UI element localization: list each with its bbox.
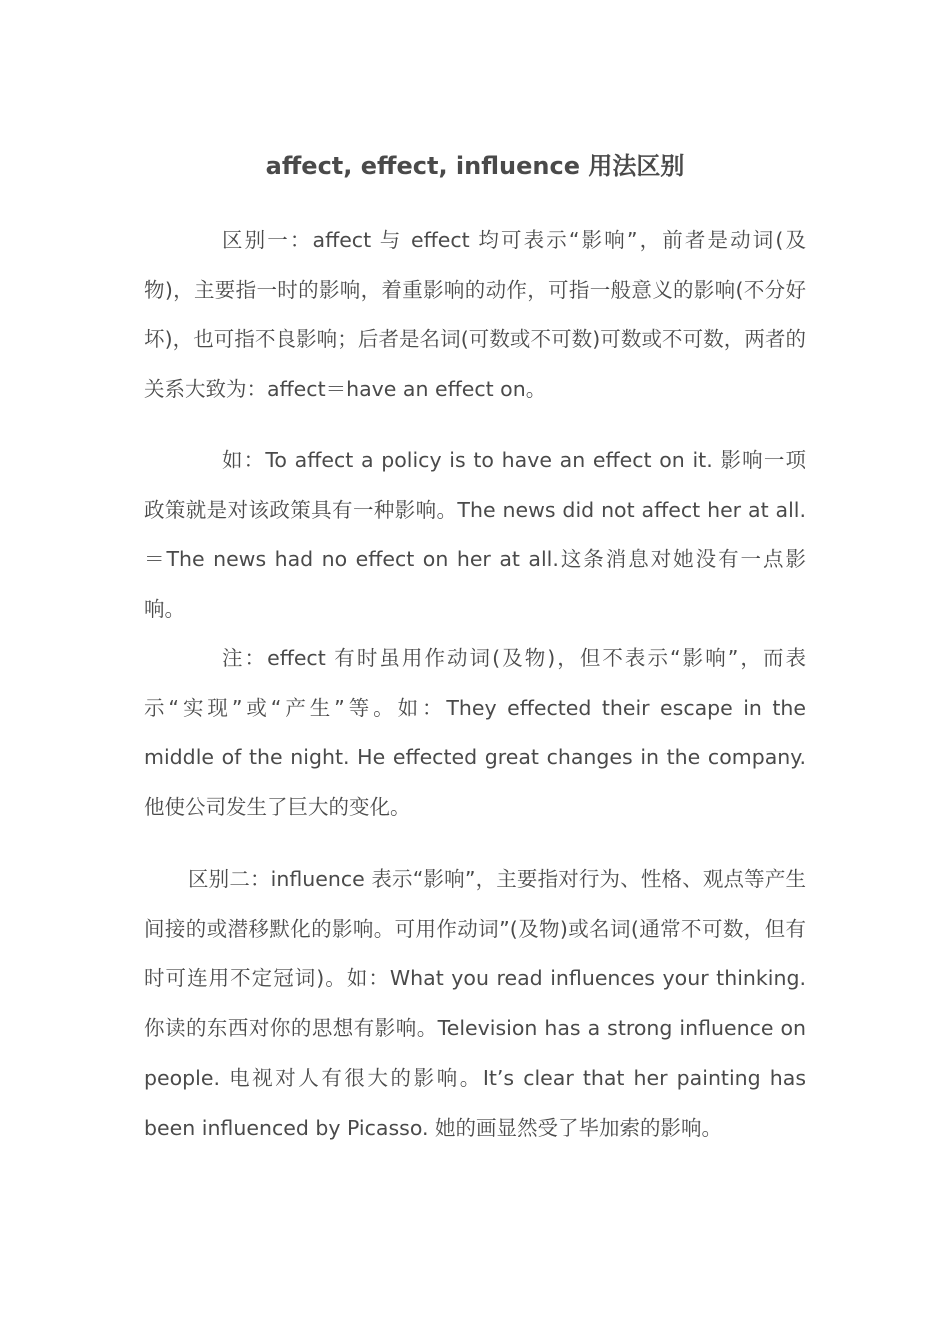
paragraph-difference-two: 区别二：influence 表示“影响”，主要指对行为、性格、观点等产生间接的或潜移默化的影响。可用作动词”(及物)或名词(通常不可数，但有时可连用不定冠词)。如：What you read influences your thinking. 你读的东西对你的思想有影响。Television has a strong influence on people. 电视对人有很大的影响。It’s clear that her painting has been influenced by Picasso. 她的画显然受了毕加索的影响。 (144, 867, 806, 1140)
paragraph-example-affect: 如：To affect a policy is to have an effect on it. 影响一项政策就是对该政策具有一种影响。The news did not affect her at all.＝The news had no effect on her at all.这条消息对她没有一点影响。 (144, 448, 806, 622)
paragraph-note-effect: 注：effect 有时虽用作动词(及物)，但不表示“影响”，而表示“实现”或“产生”等。如：They effected their escape in the middle of the night. He effected great changes in the company. 他使公司发生了巨大的变化。 (144, 646, 806, 820)
paragraph-difference-one: 区别一：affect 与 effect 均可表示“影响”，前者是动词(及物)，主要指一时的影响，着重影响的动作，可指一般意义的影响(不分好坏)，也可指不良影响；后者是名词(可数或不可数)可数或不可数，两者的关系大致为：affect＝have an effect on。 (144, 228, 806, 402)
document-title: affect, effect, influence 用法区别 (265, 152, 685, 180)
